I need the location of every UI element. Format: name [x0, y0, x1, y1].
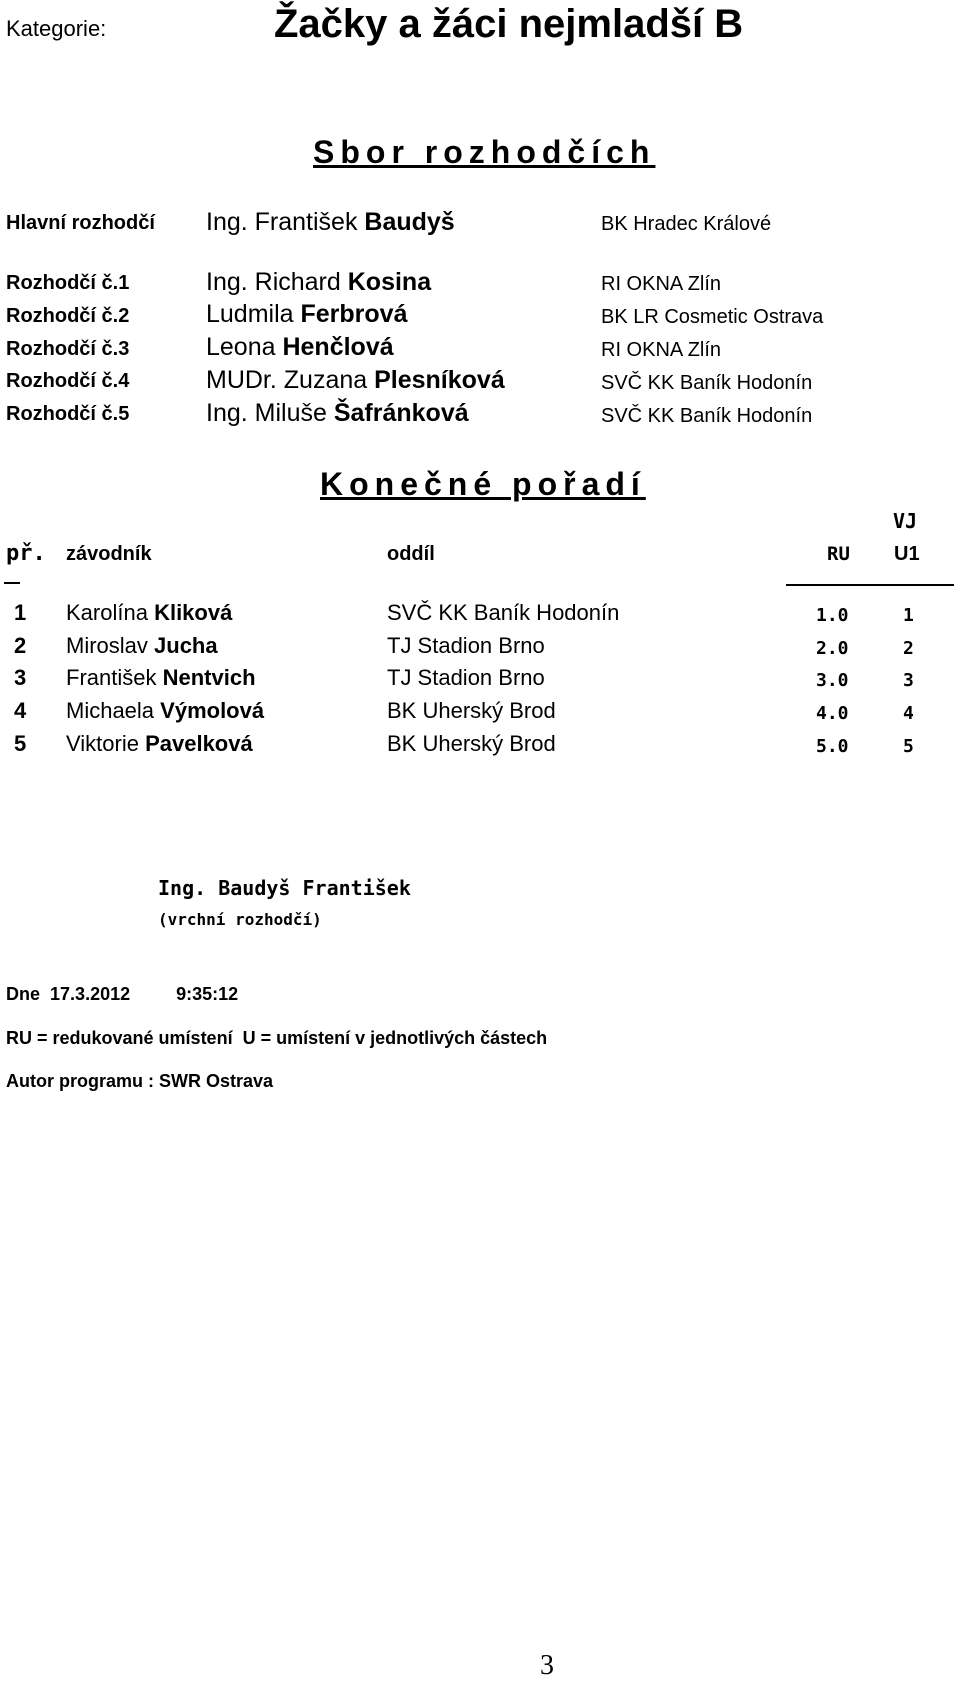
referees-title: Sbor rozhodčích [313, 134, 656, 170]
header-rank: př. [6, 541, 46, 566]
category-label: Kategorie: [6, 16, 107, 41]
row-racer: Miroslav Jucha [66, 633, 218, 658]
referee-club: BK Hradec Králové [601, 213, 772, 235]
referee-role: Rozhodčí č.1 [6, 272, 130, 294]
date-value: 17.3.2012 [50, 984, 131, 1004]
row-ru: 2.0 [816, 638, 849, 659]
row-rank: 5 [14, 731, 27, 756]
referee-role: Rozhodčí č.4 [6, 370, 130, 392]
date-label: Dne [6, 984, 41, 1004]
row-u1: 3 [903, 670, 914, 691]
row-ru: 3.0 [816, 670, 849, 691]
header-ru: RU [827, 543, 850, 565]
page-number: 3 [540, 1650, 554, 1681]
footer-date-line [6, 984, 238, 1005]
row-rank: 2 [14, 633, 27, 658]
row-racer: Viktorie Pavelková [66, 731, 253, 756]
header-club: oddíl [387, 543, 435, 565]
row-racer: Michaela Výmolová [66, 698, 265, 723]
row-u1: 4 [903, 703, 914, 724]
row-u1: 2 [903, 638, 914, 659]
referee-name: Ing. František Baudyš [206, 208, 455, 236]
row-u1: 5 [903, 736, 914, 757]
referee-name: Ing. Miluše Šafránková [206, 399, 469, 427]
referee-role: Rozhodčí č.5 [6, 403, 130, 425]
referee-club: RI OKNA Zlín [601, 339, 722, 361]
time-value: 9:35:12 [176, 984, 239, 1004]
row-ru: 1.0 [816, 605, 849, 626]
row-rank: 1 [14, 600, 27, 625]
row-rank: 4 [14, 698, 27, 723]
referee-club: BK LR Cosmetic Ostrava [601, 306, 824, 328]
row-rank: 3 [14, 665, 27, 690]
referee-club: SVČ KK Baník Hodonín [601, 405, 813, 427]
referee-club: RI OKNA Zlín [601, 273, 722, 295]
referee-role: Hlavní rozhodčí [6, 212, 155, 234]
row-racer: František Nentvich [66, 665, 256, 690]
referee-name: Ing. Richard Kosina [206, 268, 432, 296]
header-u1: U1 [894, 543, 920, 565]
referee-name: Ludmila Ferbrová [206, 300, 408, 328]
row-club: BK Uherský Brod [387, 698, 556, 723]
header-racer: závodník [66, 543, 152, 565]
signature-role: (vrchní rozhodčí) [158, 910, 322, 929]
results-title: Konečné pořadí [320, 466, 646, 502]
referee-role: Rozhodčí č.3 [6, 338, 130, 360]
category-title: Žačky a žáci nejmladší B [274, 2, 744, 46]
row-u1: 1 [903, 605, 914, 626]
row-club: BK Uherský Brod [387, 731, 556, 756]
referee-club: SVČ KK Baník Hodonín [601, 372, 813, 394]
header-divider-left [4, 582, 20, 584]
referee-name: Leona Henčlová [206, 333, 394, 361]
footer-author: Autor programu : SWR Ostrava [6, 1071, 274, 1091]
row-club: TJ Stadion Brno [387, 665, 545, 690]
row-ru: 4.0 [816, 703, 849, 724]
referee-name: MUDr. Zuzana Plesníková [206, 366, 505, 394]
referee-role: Rozhodčí č.2 [6, 305, 130, 327]
signature-name: Ing. Baudyš František [158, 876, 411, 900]
header-vj: VJ [893, 509, 918, 533]
row-club: SVČ KK Baník Hodonín [387, 600, 620, 625]
row-ru: 5.0 [816, 736, 849, 757]
footer-legend: RU = redukované umístení U = umístení v jednotlivých částech [6, 1028, 548, 1048]
row-club: TJ Stadion Brno [387, 633, 545, 658]
row-racer: Karolína Kliková [66, 600, 233, 625]
header-divider-right [786, 584, 954, 586]
